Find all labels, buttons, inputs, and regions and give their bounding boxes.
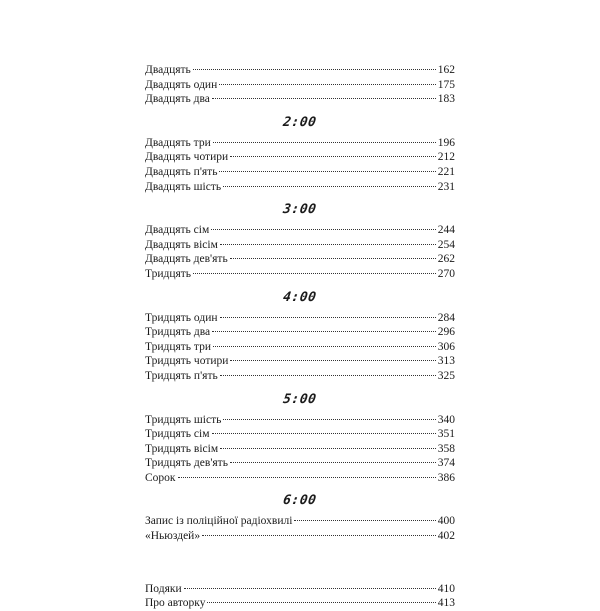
toc-entry-title: Подяки <box>145 582 182 595</box>
dot-leader <box>219 171 435 172</box>
section-time-label: 2:00 <box>282 114 318 130</box>
toc-entry <box>145 514 455 529</box>
toc-section <box>145 488 455 543</box>
dot-leader <box>193 69 436 70</box>
dot-leader <box>193 273 436 274</box>
toc-entry-title: Двадцять дев'ять <box>145 253 228 266</box>
toc-entry-page-number: 410 <box>437 582 455 595</box>
toc-section <box>145 197 455 281</box>
toc-entry <box>145 180 455 195</box>
toc-entry-page-number: 400 <box>437 515 455 528</box>
toc-entry <box>145 529 455 544</box>
toc-entry <box>145 136 455 151</box>
toc-entry <box>145 267 455 282</box>
dot-leader <box>212 433 436 434</box>
toc-entry <box>145 442 455 457</box>
toc-entry-title: Тридцять шість <box>145 413 222 426</box>
toc-entry-page-number: 221 <box>437 165 455 178</box>
toc-entry-page-number: 358 <box>437 442 455 455</box>
toc-section <box>145 110 455 194</box>
toc-entry-title: Тридцять п'ять <box>145 369 218 382</box>
toc-entry-title: Запис із поліційної радіохвилі <box>145 515 293 528</box>
toc-entry-title: Тридцять один <box>145 311 218 324</box>
section-time-heading <box>145 387 455 411</box>
toc-entry-title: Сорок <box>145 471 176 484</box>
dot-leader <box>202 535 436 536</box>
toc-entry-title: Двадцять три <box>145 136 211 149</box>
section-time-label: 3:00 <box>282 202 318 218</box>
toc-section <box>145 63 455 107</box>
toc-entry <box>145 223 455 238</box>
toc-entry-page-number: 325 <box>437 369 455 382</box>
toc-entry-title: Про авторку <box>145 597 206 610</box>
dot-leader <box>220 317 436 318</box>
dot-leader <box>220 375 436 376</box>
dot-leader <box>230 156 436 157</box>
toc-entry-page-number: 340 <box>437 413 455 426</box>
toc-entry-title: Двадцять один <box>145 78 218 91</box>
toc-entry-title: Двадцять <box>145 64 191 76</box>
toc-entry-page-number: 386 <box>437 471 455 484</box>
toc-entry-page-number: 254 <box>437 238 455 251</box>
dot-leader <box>223 186 436 187</box>
section-spacer <box>145 544 455 582</box>
toc-entry-title: Двадцять сім <box>145 224 210 237</box>
toc-entry-title: Тридцять дев'ять <box>145 457 228 470</box>
dot-leader <box>230 258 436 259</box>
toc-entry <box>145 340 455 355</box>
toc-entry <box>145 165 455 180</box>
toc-entry-title: Двадцять шість <box>145 180 222 193</box>
toc-entry <box>145 92 455 107</box>
toc-entry-page-number: 374 <box>437 457 455 470</box>
toc-entry-page-number: 162 <box>437 64 455 76</box>
toc-back-matter <box>145 582 455 611</box>
toc-entry-page-number: 284 <box>437 311 455 324</box>
toc-entry-page-number: 196 <box>437 136 455 149</box>
dot-leader <box>294 520 435 521</box>
section-time-heading <box>145 488 455 512</box>
table-of-contents <box>145 63 455 611</box>
toc-entry <box>145 471 455 486</box>
toc-entry-title: Тридцять два <box>145 326 211 339</box>
toc-entry-page-number: 270 <box>437 267 455 280</box>
toc-section <box>145 285 455 384</box>
section-time-heading <box>145 197 455 221</box>
toc-entry-page-number: 183 <box>437 93 455 106</box>
toc-entry-title: Тридцять сім <box>145 428 210 441</box>
toc-entry-page-number: 306 <box>437 340 455 353</box>
dot-leader <box>230 360 435 361</box>
toc-entry-page-number: 313 <box>437 355 455 368</box>
toc-entry-page-number: 402 <box>437 530 455 543</box>
dot-leader <box>220 244 436 245</box>
toc-section <box>145 387 455 486</box>
toc-entry-page-number: 175 <box>437 78 455 91</box>
toc-entry <box>145 413 455 428</box>
toc-entry <box>145 582 455 597</box>
toc-entry-page-number: 212 <box>437 151 455 164</box>
toc-entry-page-number: 262 <box>437 253 455 266</box>
dot-leader <box>211 229 436 230</box>
toc-entry <box>145 354 455 369</box>
dot-leader <box>220 448 436 449</box>
dot-leader <box>213 346 436 347</box>
toc-entry-title: Тридцять вісім <box>145 442 219 455</box>
toc-entry <box>145 325 455 340</box>
toc-entry-title: Тридцять три <box>145 340 212 353</box>
toc-entry <box>145 150 455 165</box>
dot-leader <box>213 142 436 143</box>
dot-leader <box>184 588 436 589</box>
section-time-heading <box>145 110 455 134</box>
toc-entry <box>145 369 455 384</box>
toc-entry-title: «Ньюздей» <box>145 530 201 543</box>
toc-entry <box>145 252 455 267</box>
dot-leader <box>219 84 436 85</box>
toc-entry-title: Двадцять вісім <box>145 238 218 251</box>
toc-entry <box>145 427 455 442</box>
toc-entry <box>145 63 455 78</box>
toc-entry-title: Тридцять чотири <box>145 355 229 368</box>
section-time-heading <box>145 285 455 309</box>
dot-leader <box>212 98 436 99</box>
toc-entry-title: Двадцять п'ять <box>145 165 218 178</box>
toc-entry-page-number: 351 <box>437 428 455 441</box>
section-time-label: 6:00 <box>282 493 318 509</box>
toc-entry <box>145 456 455 471</box>
section-time-label: 5:00 <box>282 391 318 407</box>
toc-entry-title: Тридцять <box>145 267 192 280</box>
toc-entry <box>145 311 455 326</box>
dot-leader <box>178 477 436 478</box>
toc-entry-page-number: 413 <box>437 597 455 610</box>
toc-entry-page-number: 296 <box>437 326 455 339</box>
dot-leader <box>207 602 435 603</box>
dot-leader <box>223 419 435 420</box>
dot-leader <box>230 462 436 463</box>
toc-entry <box>145 596 455 611</box>
toc-entry-page-number: 244 <box>437 224 455 237</box>
section-time-label: 4:00 <box>282 289 318 305</box>
toc-entry-page-number: 231 <box>437 180 455 193</box>
dot-leader <box>212 331 436 332</box>
toc-entry-title: Двадцять чотири <box>145 151 229 164</box>
toc-entry <box>145 238 455 253</box>
toc-entry <box>145 78 455 93</box>
toc-entry-title: Двадцять два <box>145 93 210 106</box>
